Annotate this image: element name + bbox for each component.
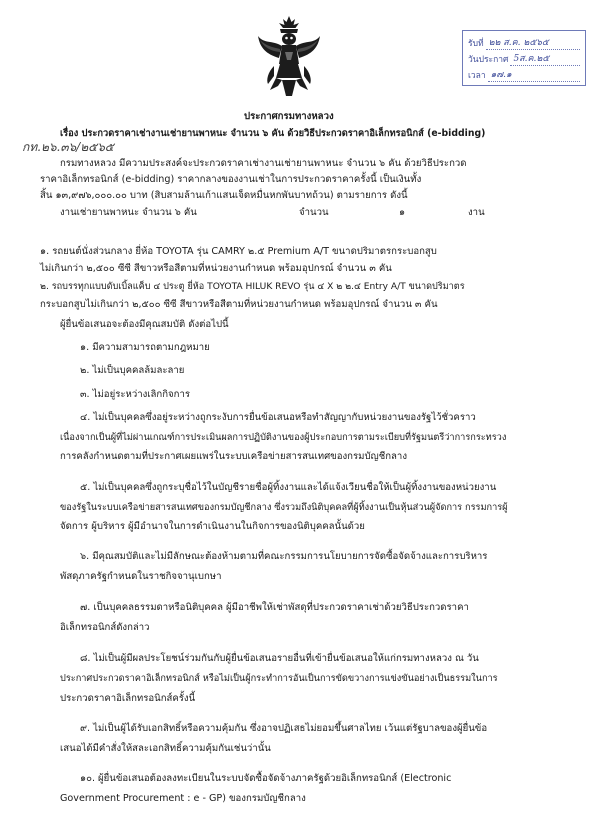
qualification-line: เสนอได้มีคำสั่งให้สละเอกสิทธิ์ความคุ้มกันเช่นว่านั้น [60,743,271,754]
garuda-emblem-icon [256,14,322,98]
stamp-announce-label: วันประกาศ [468,55,509,65]
stamp-time-label: เวลา [468,71,486,81]
item-qty: ๑ [399,207,406,218]
qualification-line: ๙. ไม่เป็นผู้ได้รับเอกสิทธิ์หรือความคุ้มกัน ซึ่งอาจปฏิเสธไม่ยอมขึ้นศาลไทย เว้นแต่รัฐบาลของผู้ยื่นข้อ [80,723,488,734]
qualification-line: ๘. ไม่เป็นผู้มีผลประโยชน์ร่วมกันกับผู้ยื่นข้อเสนอรายอื่นที่เข้ายื่นข้อเสนอให้แก่กรมทางหลวง ณ วัน [80,653,479,664]
qualification-line: Government Procurement : e - GP) ของกรมบัญชีกลาง [60,793,306,804]
receipt-stamp [462,30,586,86]
intro-line: สิ้น ๑๓,๙๗๖,๐๐๐.๐๐ บาท (สิบสามล้านเก้าแสนเจ็ดหมื่นหกพันบาทถ้วน) ตามรายการ ดังนี้ [40,190,408,201]
stamp-announce-row [468,50,580,66]
vehicle-line: ๒. รถบรรทุกแบบดับเบิ้ลแค็บ ๔ ประตู ยี่ห้อ TOYOTA HILUK REVO รุ่น ๔ X ๒ ๒.๔ Entry A/T ขนาดปริมาตร [40,282,465,292]
qualification-line: ๑๐. ผู้ยื่นข้อเสนอต้องลงทะเบียนในระบบจัดซื้อจัดจ้างภาครัฐด้วยอิเล็กทรอนิกส์ (Electronic [80,773,452,784]
subject-line: เรื่อง ประกวดราคาเช่างานเช่ายานพาหนะ จำนวน ๖ คัน ด้วยวิธีประกวดราคาอิเล็กทรอนิกส์ (e-bidding) [60,128,486,139]
handwritten-reference-number: กท.๒๖.๓๖/๒๕๖๕ [22,140,114,154]
intro-line: กรมทางหลวง มีความประสงค์จะประกวดราคาเช่างานเช่ายานพาหนะ จำนวน ๖ คัน ด้วยวิธีประกวด [60,158,467,169]
qualification-line: ของรัฐในระบบเครือข่ายสารสนเทศของกรมบัญชีกลาง ซึ่งรวมถึงนิติบุคคลที่ผู้ทิ้งงานเป็นหุ้นส่วนผู้จัดการ กรรมการผู้ [60,502,508,513]
stamp-received-value: ๒๒ ส.ค. ๒๕๖๕ [486,35,580,50]
intro-line: ราคาอิเล็กทรอนิกส์ (e-bidding) ราคากลางของงานเช่าในการประกวดราคาครั้งนี้ เป็นเงินทั้ง [40,174,422,185]
item-name: งานเช่ายานพาหนะ จำนวน ๖ คัน [60,207,197,218]
item-qty-label: จำนวน [299,207,329,218]
stamp-received-row [468,34,580,50]
qualification-line: ๒. ไม่เป็นบุคคลล้มละลาย [80,365,185,376]
vehicle-line: ๑. รถยนต์นั่งส่วนกลาง ยี่ห้อ TOYOTA รุ่น CAMRY ๒.๕ Premium A/T ขนาดปริมาตรกระบอกสูบ [40,246,437,257]
qualification-line: พัสดุภาครัฐกำหนดในราชกิจจานุเบกษา [60,571,222,582]
stamp-announce-value: 5ส.ค.๒๕ [510,51,580,66]
qualification-line: ๗. เป็นบุคคลธรรมดาหรือนิติบุคคล ผู้มีอาชีพให้เช่าพัสดุที่ประกวดราคาเช่าด้วยวิธีประกวดราคา [80,602,469,613]
qualification-line: ๕. ไม่เป็นบุคคลซึ่งถูกระบุชื่อไว้ในบัญชีรายชื่อผู้ทิ้งงานและได้แจ้งเวียนชื่อให้เป็นผู้ทิ้งงานของหน่วยงาน [80,482,497,493]
qualification-line: อิเล็กทรอนิกส์ดังกล่าว [60,622,150,633]
item-unit: งาน [468,207,485,218]
qualification-line: การคลังกำหนดตามที่ประกาศเผยแพร่ในระบบเครือข่ายสารสนเทศของกรมบัญชีกลาง [60,451,408,462]
qualification-line: ๑. มีความสามารถตามกฎหมาย [80,342,210,353]
qualification-line: ประกาศประกวดราคาอิเล็กทรอนิกส์ หรือไม่เป็นผู้กระทำการอันเป็นการขัดขวางการแข่งขันอย่างเป็นธรรมในการ [60,673,498,684]
vehicle-line: ไม่เกินกว่า ๒,๕๐๐ ซีซี สีขาวหรือสีตามที่หน่วยงานกำหนด พร้อมอุปกรณ์ จำนวน ๓ คัน [40,263,392,274]
qualification-line: ประกวดราคาอิเล็กทรอนิกส์ครั้งนี้ [60,693,196,704]
qualification-line: จัดการ ผู้บริหาร ผู้มีอำนาจในการดำเนินงานในกิจการของนิติบุคคลนั้นด้วย [60,521,365,532]
qualification-line: ๓. ไม่อยู่ระหว่างเลิกกิจการ [80,389,191,400]
qualification-line: ๔. ไม่เป็นบุคคลซึ่งอยู่ระหว่างถูกระงับการยื่นข้อเสนอหรือทำสัญญากับหน่วยงานของรัฐไว้ชั่วคราว [80,412,476,423]
qualification-intro: ผู้ยื่นข้อเสนอจะต้องมีคุณสมบัติ ดังต่อไปนี้ [60,319,229,330]
stamp-time-row [468,66,580,82]
stamp-time-value: ๑๗.๑ [488,67,580,82]
qualification-line: เนื่องจากเป็นผู้ที่ไม่ผ่านเกณฑ์การประเมินผลการปฏิบัติงานของผู้ประกอบการตามระเบียบที่รัฐมนตรีว่าการกระทรวง [60,432,507,443]
stamp-received-label: รับที่ [468,39,484,49]
vehicle-line: กระบอกสูบไม่เกินกว่า ๒,๕๐๐ ซีซี สีขาวหรือสีตามที่หน่วยงานกำหนด พร้อมอุปกรณ์ จำนวน ๓ คัน [40,299,438,310]
department-title: ประกาศกรมทางหลวง [244,111,334,122]
qualification-line: ๖. มีคุณสมบัติและไม่มีลักษณะต้องห้ามตามที่คณะกรรมการนโยบายการจัดซื้อจัดจ้างและการบริหาร [80,551,488,562]
